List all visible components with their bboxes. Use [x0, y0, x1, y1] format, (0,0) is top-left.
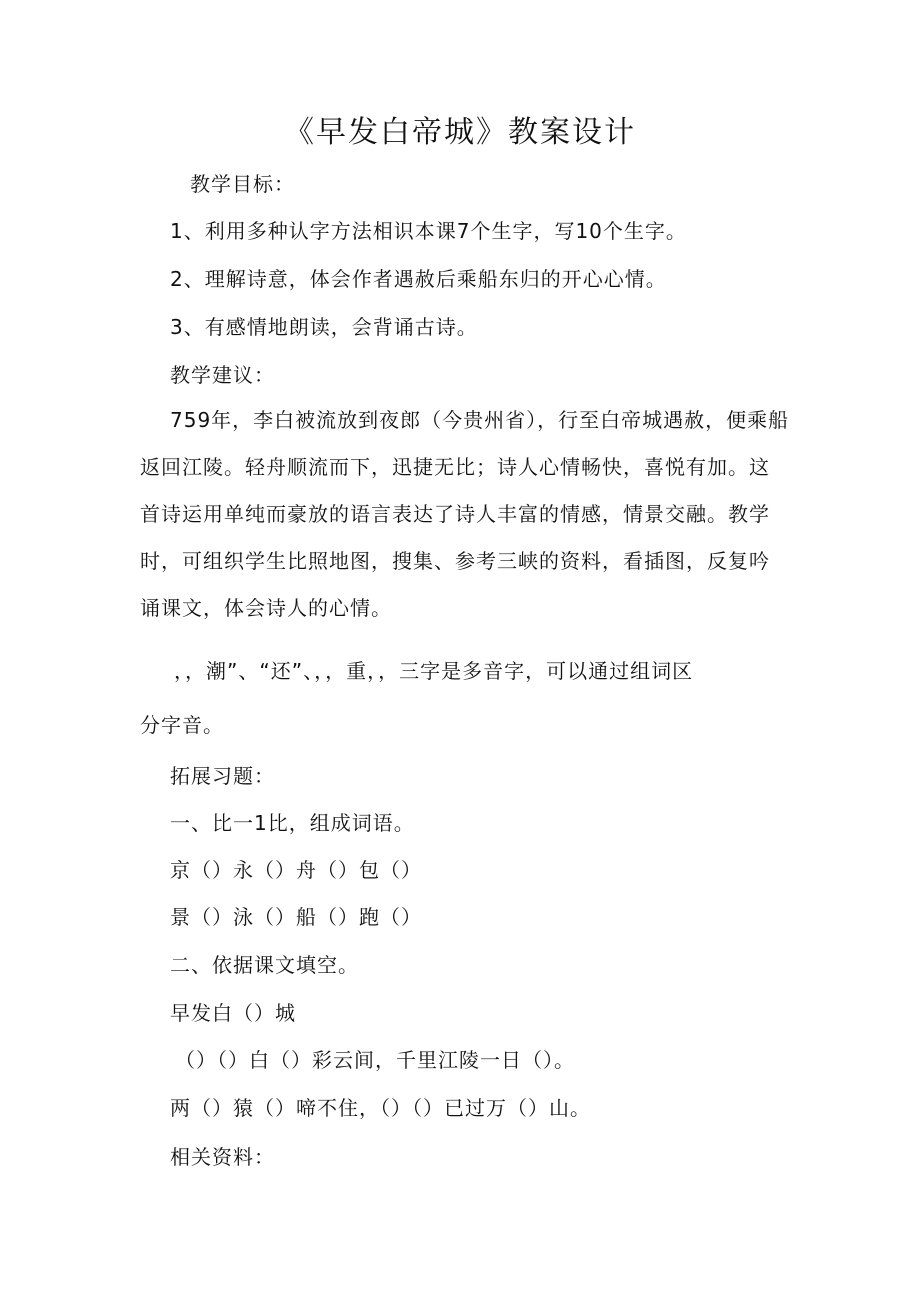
objective-item-3: 3、有感情地朗读，会背诵古诗。	[170, 315, 478, 339]
objective-item-2: 2、理解诗意，体会作者遇赦后乘船东归的开心心情。	[170, 267, 667, 291]
exercise-1-heading: 一、比一1比，组成词语。	[170, 811, 415, 835]
objectives-heading: 教学目标：	[190, 172, 295, 196]
exercise-2-line-2: （）（）白（）彩云间，千里江陵一日（）。	[175, 1048, 575, 1072]
suggestion-paragraph	[140, 397, 790, 632]
suggestion-paragraph-text: 759年，李白被流放到夜郎（今贵州省），行至白帝城遇赦，便乘船返回江陵。轻舟顺流而下，迅捷无比；诗人心情畅快，喜悦有加。这首诗运用单纯而豪放的语言表达了诗人丰富的情感，情景交融。教学时，可组织学生比照地图，搜集、参考三峡的资料，看插图，反复吟诵课文，体会诗人的心情。	[140, 408, 790, 620]
exercise-2-line-3: 两（）猿（）啼不住，（）（）已过万（）山。	[170, 1096, 591, 1120]
objective-item-1: 1、利用多种认字方法相识本课7个生字，写10个生字。	[170, 219, 687, 243]
document-title: 《早发白帝城》教案设计	[284, 115, 636, 150]
exercise-1-row-1: 京（）永（）舟（）包（）	[170, 858, 422, 882]
exercise-2-heading: 二、依据课文填空。	[170, 953, 359, 977]
resources-heading: 相关资料：	[170, 1145, 275, 1169]
exercises-heading: 拓展习题：	[170, 764, 275, 788]
suggestions-heading: 教学建议：	[170, 363, 275, 387]
polyphone-note-line-1: ，，潮”、“还”、，，重，，三字是多音字，可以通过组词区	[174, 659, 694, 683]
exercise-2-line-1: 早发白（）城	[170, 1001, 296, 1025]
polyphone-note-line-2: 分字音。	[140, 713, 224, 737]
exercise-1-row-2: 景（）泳（）船（）跑（）	[170, 905, 422, 929]
